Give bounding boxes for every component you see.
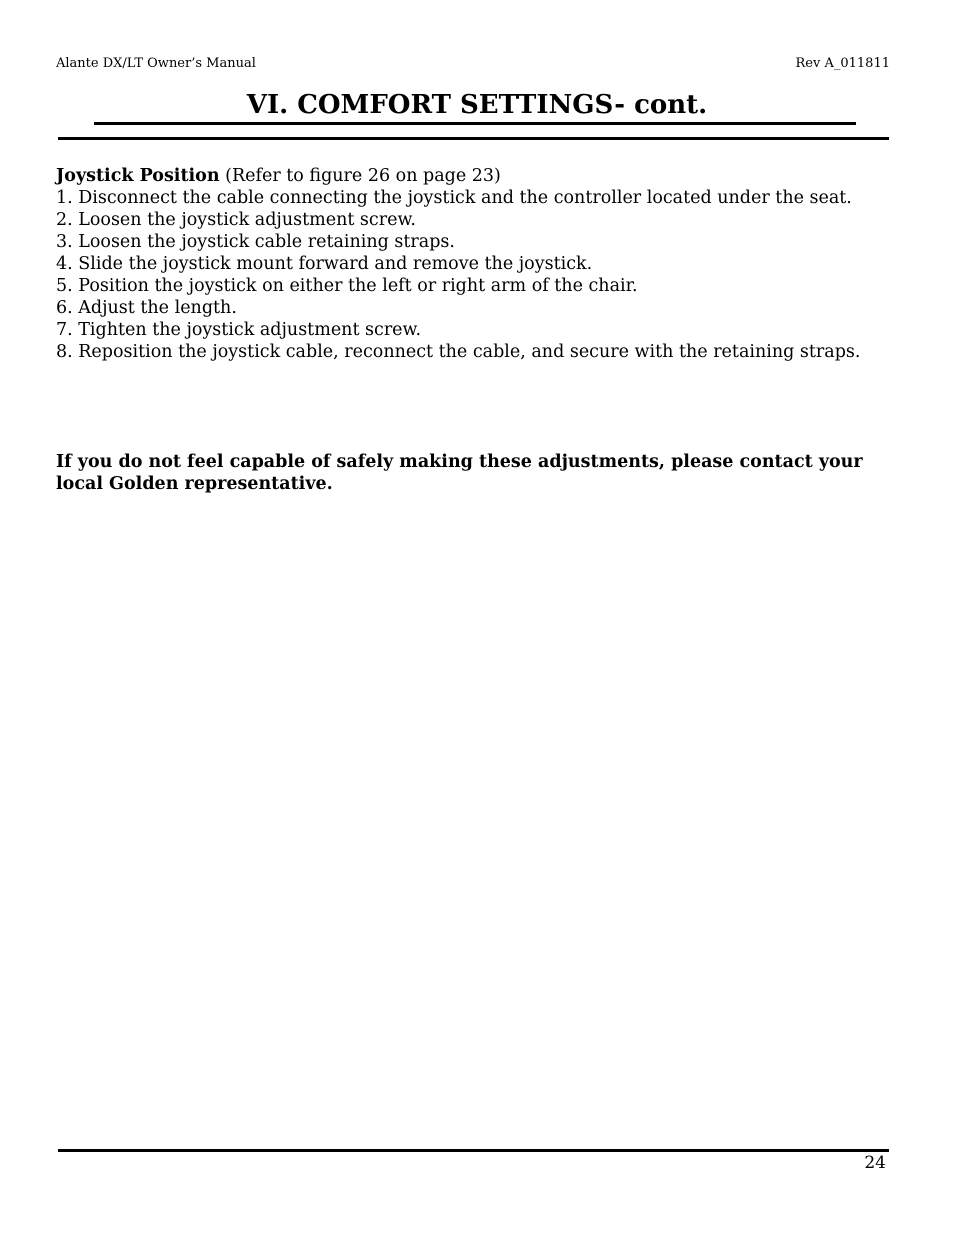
section-reference: (Refer to figure 26 on page 23)	[219, 166, 501, 186]
header-manual-title: Alante DX/LT Owner’s Manual	[56, 56, 256, 71]
footer-divider	[58, 1149, 889, 1152]
page-title: VI. COMFORT SETTINGS- cont.	[246, 90, 708, 120]
step-item: 3. Loosen the joystick cable retaining straps.	[56, 232, 455, 252]
header-revision: Rev A_011811	[795, 56, 890, 71]
section-heading: Joystick Position	[56, 166, 220, 186]
steps-list	[56, 187, 916, 363]
step-item: 7. Tighten the joystick adjustment screw.	[56, 320, 422, 340]
step-item: 8. Reposition the joystick cable, reconnect the cable, and secure with the retaining straps.	[56, 342, 861, 362]
safety-warning: If you do not feel capable of safely making these adjustments, please contact your local Golden representative.	[56, 452, 863, 494]
title-underline	[94, 122, 856, 125]
header-divider	[58, 137, 889, 140]
step-item: 1. Disconnect the cable connecting the joystick and the controller located under the seat.	[56, 188, 852, 208]
step-item: 5. Position the joystick on either the left or right arm of the chair.	[56, 276, 638, 296]
step-item: 4. Slide the joystick mount forward and remove the joystick.	[56, 254, 593, 274]
step-item: 2. Loosen the joystick adjustment screw.	[56, 210, 416, 230]
page-number: 24	[864, 1153, 886, 1173]
step-item: 6. Adjust the length.	[56, 298, 237, 318]
section-heading-line	[56, 165, 916, 187]
joystick-position-section	[56, 165, 916, 363]
